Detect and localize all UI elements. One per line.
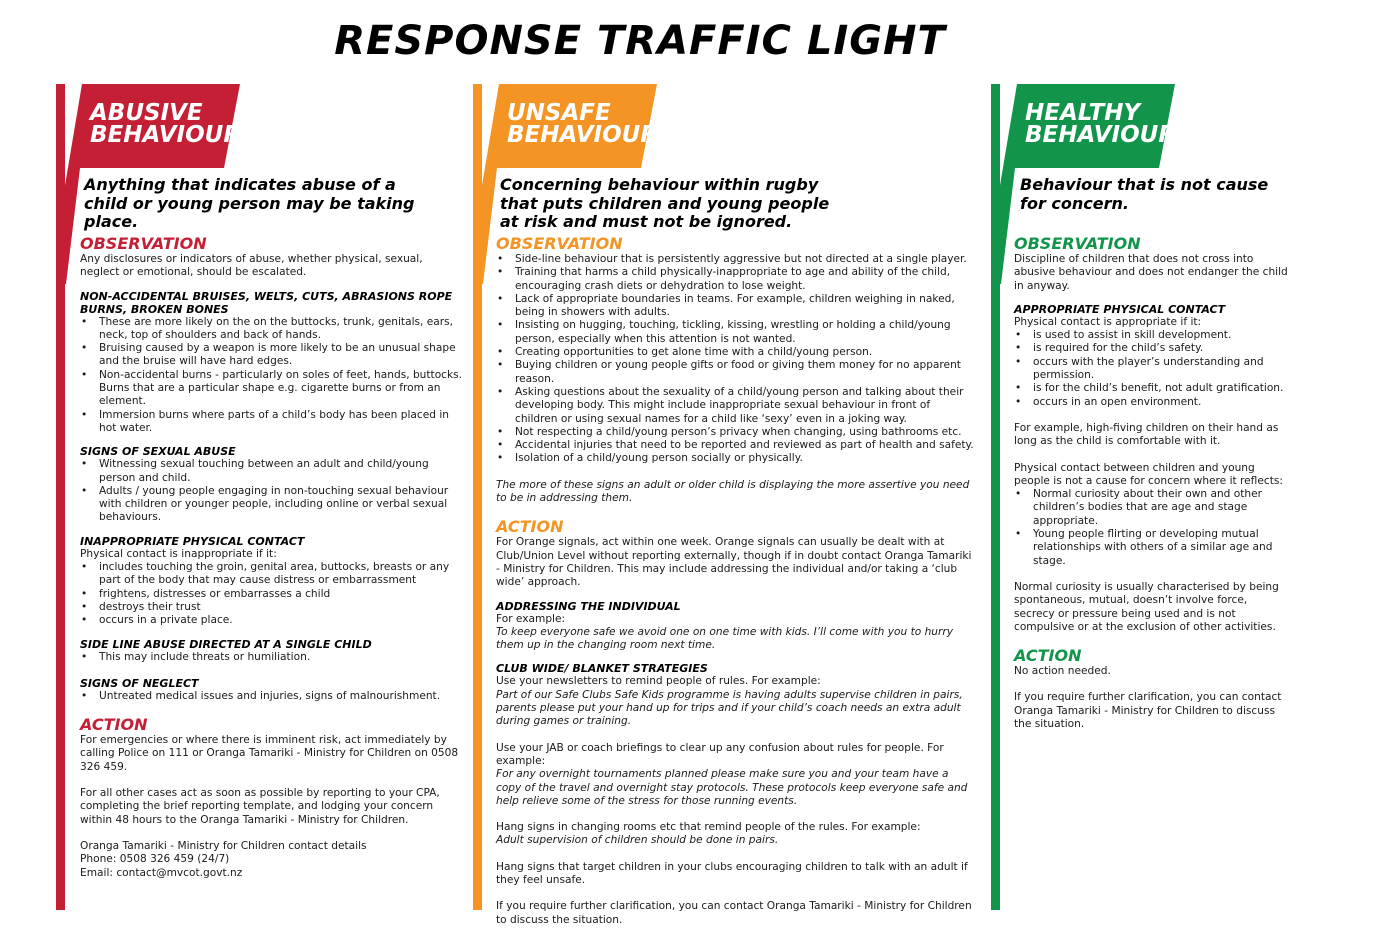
abusive-contact-title: INAPPROPRIATE PHYSICAL CONTACT [80, 534, 305, 548]
abusive-action-p1: For emergencies or where there is imminent risk, act immediately by calling Police on 111 or Oranga Tamariki - Ministry for Children on 0508 326 459. [80, 734, 459, 773]
unsafe-club-p2: Use your JAB or coach briefings to clear up any confusion about rules for people. For example: [496, 741, 944, 767]
abusive-neglect-title: SIGNS OF NEGLECT [80, 676, 199, 690]
list-item: • Insisting on hugging, touching, tickling, kissing, wrestling or holding a child/young person, especially when this attention is not wanted. [496, 319, 974, 346]
healthy-heading: HEALTHY BEHAVIOUR [1025, 100, 1177, 148]
unsafe-club-p1-example: Part of our Safe Clubs Safe Kids programme is having adults supervise children in pairs, parents please put your hand up for trips and if your child’s coach needs an extra adult during games or training. [496, 688, 963, 728]
abusive-sideline-title: SIDE LINE ABUSE DIRECTED AT A SINGLE CHILD [80, 637, 372, 651]
healthy-tab [991, 84, 1181, 168]
list-item: • Adults / young people engaging in non-touching sexual behaviour with children or younger people, including online or verbal sexual behaviours. [80, 485, 463, 525]
abusive-action-p2: For all other cases act as soon as possible by reporting to your CPA, completing the brief reporting template, and lodging your concern within 48 hours to the Oranga Tamariki - Ministry for Children. [80, 787, 440, 826]
list-item: • occurs with the player’s understanding and permission. [1014, 356, 1290, 383]
healthy-observation-text: Discipline of children that does not cross into abusive behaviour and does not endanger the child in anyway. [1014, 253, 1288, 292]
healthy-content [1014, 235, 1290, 731]
unsafe-individual-title: ADDRESSING THE INDIVIDUAL [496, 599, 681, 613]
abusive-contact-list [80, 561, 463, 627]
unsafe-individual-intro: For example: [496, 612, 566, 625]
unsafe-tab [473, 84, 663, 168]
unsafe-observation-title: OBSERVATION [496, 234, 623, 253]
abusive-observation-title: OBSERVATION [80, 234, 207, 253]
list-item: • Accidental injuries that need to be reported and reviewed as part of health and safety. [496, 439, 974, 452]
abusive-action-title: ACTION [80, 715, 148, 735]
abusive-contact-details-title: Oranga Tamariki - Ministry for Children contact details [80, 839, 367, 852]
abusive-lead: Anything that indicates abuse of a child or young person may be taking place. [84, 175, 415, 231]
healthy-curiosity-text: Normal curiosity is usually characterised by being spontaneous, mutual, doesn’t involve force, secrecy or pressure being used and is not compulsive or at the exclusion of other activities. [1014, 580, 1279, 633]
unsafe-observation-list [496, 253, 974, 466]
unsafe-club-p3: Hang signs in changing rooms etc that remind people of the rules. For example: [496, 821, 921, 834]
unsafe-club-p1: Use your newsletters to remind people of rules. For example: [496, 675, 821, 688]
unsafe-observation-note: The more of these signs an adult or older child is displaying the more assertive you need to be in addressing them. [496, 478, 970, 505]
unsafe-club-p2-example: For any overnight tournaments planned please make sure you and your team have a copy of the travel and overnight stay protocols. These protocols keep everyone safe and help relieve some of the stress for those running events. [496, 768, 968, 807]
abusive-neglect-list [80, 690, 463, 703]
list-item: • Side-line behaviour that is persistently aggressive but not directed at a single player. [496, 253, 974, 266]
unsafe-content [496, 235, 974, 927]
abusive-sexual-list [80, 458, 463, 524]
list-item: • occurs in a private place. [80, 614, 463, 627]
healthy-contact-title: APPROPRIATE PHYSICAL CONTACT [1014, 302, 1226, 316]
list-item: • Untreated medical issues and injuries, signs of malnourishment. [80, 690, 463, 703]
abusive-contact-intro: Physical contact is inappropriate if it: [80, 547, 277, 560]
healthy-action-title: ACTION [1014, 646, 1082, 666]
abusive-bruises-list [80, 316, 463, 436]
list-item: • Normal curiosity about their own and other children’s bodies that are age and stage appropriate. [1014, 488, 1290, 528]
abusive-content [80, 235, 463, 880]
unsafe-heading: UNSAFE BEHAVIOUR [507, 100, 659, 148]
abusive-tab [56, 84, 246, 168]
healthy-action-p2: If you require further clarification, you can contact Oranga Tamariki - Ministry for Children to discuss the situation. [1014, 691, 1282, 731]
unsafe-lead: Concerning behaviour within rugby that puts children and young people at risk and must not be ignored. [500, 175, 830, 231]
unsafe-action-title: ACTION [496, 517, 564, 537]
list-item: • Young people flirting or developing mutual relationships with others of a similar age and stage. [1014, 528, 1290, 568]
abusive-observation-text: Any disclosures or indicators of abuse, whether physical, sexual, neglect or emotional, should be escalated. [80, 253, 423, 279]
list-item: • Training that harms a child physically-inappropriate to age and ability of the child, encouraging crash diets or dehydration to lose weight. [496, 266, 974, 293]
list-item: • is used to assist in skill development. [1014, 329, 1290, 342]
healthy-action-text: No action needed. [1014, 665, 1111, 678]
list-item: • Non-accidental burns - particularly on soles of feet, hands, buttocks. Burns that are a particular shape e.g. cigarette burns or from an element. [80, 369, 463, 409]
abusive-sideline-list [80, 651, 463, 664]
abusive-heading: ABUSIVE BEHAVIOUR [90, 100, 242, 148]
healthy-between-text: Physical contact between children and young people is not a cause for concern where it reflects: [1014, 461, 1283, 487]
healthy-contact-intro: Physical contact is appropriate if it: [1014, 315, 1202, 328]
healthy-contact-list [1014, 329, 1290, 409]
healthy-between-list [1014, 488, 1290, 568]
list-item: • Bruising caused by a weapon is more likely to be an unusual shape and the bruise will have hard edges. [80, 342, 463, 369]
abusive-sexual-title: SIGNS OF SEXUAL ABUSE [80, 445, 236, 459]
list-item: • These are more likely on the on the buttocks, trunk, genitals, ears, neck, top of shoulders and back of hands. [80, 316, 463, 343]
list-item: • Not respecting a child/young person’s privacy when changing, using bathrooms etc. [496, 426, 974, 439]
unsafe-action-text: For Orange signals, act within one week. Orange signals can usually be dealt with at Club/Union Level without reporting externally, though if in doubt contact Oranga Tamariki - Ministry for Children. This may include addressing the individual and/or taking a ‘club wide’ approach. [496, 536, 972, 589]
healthy-lead: Behaviour that is not cause for concern. [1020, 175, 1269, 213]
list-item: • includes touching the groin, genital area, buttocks, breasts or any part of the body that may cause distress or embarrassment [80, 561, 463, 588]
list-item: • occurs in an open environment. [1014, 396, 1290, 409]
list-item: • Buying children or young people gifts or food or giving them money for no apparent reason. [496, 359, 974, 386]
list-item: • is for the child’s benefit, not adult gratification. [1014, 382, 1290, 395]
list-item: • Isolation of a child/young person socially or physically. [496, 452, 974, 465]
unsafe-club-title: CLUB WIDE/ BLANKET STRATEGIES [496, 662, 708, 676]
list-item: • Witnessing sexual touching between an adult and child/young person and child. [80, 458, 463, 485]
unsafe-club-p5: If you require further clarification, you can contact Oranga Tamariki - Ministry for Children to discuss the situation. [496, 900, 972, 926]
unsafe-individual-example: To keep everyone safe we avoid one on one time with kids. I’ll come with you to hurry them up in the changing room next time. [496, 625, 954, 652]
healthy-example-text: For example, high-fiving children on their hand as long as the child is comfortable with it. [1014, 421, 1279, 448]
list-item: • is required for the child’s safety. [1014, 342, 1290, 355]
list-item: • Asking questions about the sexuality of a child/young person and talking about their developing body. This might include inappropriate sexual behaviour in front of children or using sexual names for a child like ‘sexy’ even in a joking way. [496, 386, 974, 426]
abusive-email: Email: contact@mvcot.govt.nz [80, 866, 243, 879]
list-item: • destroys their trust [80, 601, 463, 614]
abusive-phone: Phone: 0508 326 459 (24/7) [80, 853, 230, 866]
list-item: • Creating opportunities to get alone time with a child/young person. [496, 346, 974, 359]
unsafe-club-p3-example: Adult supervision of children should be done in pairs. [496, 834, 779, 847]
list-item: • This may include threats or humiliation. [80, 651, 463, 664]
healthy-observation-title: OBSERVATION [1014, 234, 1141, 253]
unsafe-club-p4: Hang signs that target children in your clubs encouraging children to talk with an adult if they feel unsafe. [496, 860, 968, 886]
list-item: • Immersion burns where parts of a child’s body has been placed in hot water. [80, 409, 463, 436]
page-title: RESPONSE TRAFFIC LIGHT [334, 18, 946, 64]
abusive-bruises-title: NON-ACCIDENTAL BRUISES, WELTS, CUTS, ABRASIONS ROPE BURNS, BROKEN BONES [80, 289, 453, 316]
list-item: • frightens, distresses or embarrasses a child [80, 588, 463, 601]
list-item: • Lack of appropriate boundaries in teams. For example, children weighing in naked, being in showers with adults. [496, 293, 974, 320]
